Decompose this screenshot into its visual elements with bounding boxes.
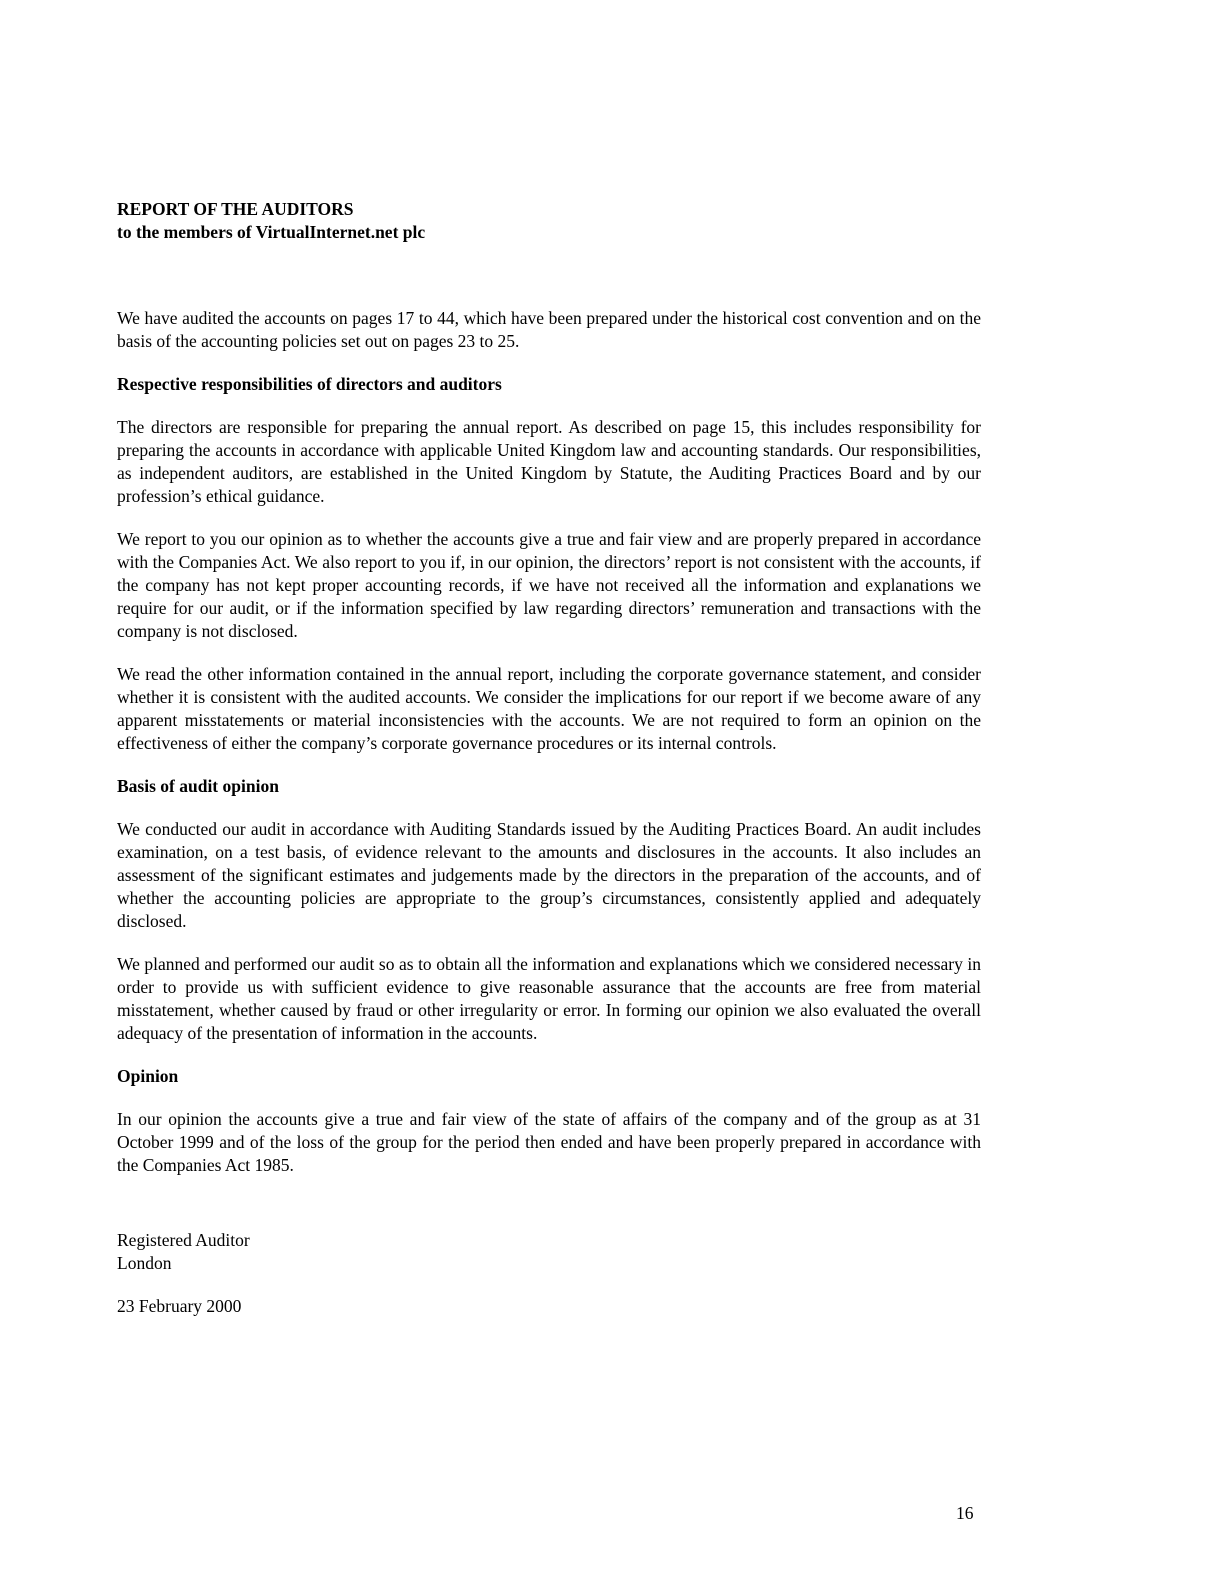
responsibilities-paragraph-3: We read the other information contained in the annual report, including the corporate governance statement, and consider whether it is consistent with the audited accounts. We consider the implications for our report if we become aware of any apparent misstatements or material inconsistencies with the accounts. We are not required to form an opinion on the effectiveness of either the company’s corporate governance procedures or its internal controls. [117, 664, 981, 753]
basis-paragraph-2: We planned and performed our audit so as to obtain all the information and explanations which we considered necessary in order to provide us with sufficient evidence to give reasonable assurance that the accounts are free from material misstatement, whether caused by fraud or other irregularity or error. In forming our opinion we also evaluated the overall adequacy of the presentation of information in the accounts. [117, 954, 981, 1043]
opinion-heading: Opinion [117, 1066, 179, 1086]
responsibilities-heading: Respective responsibilities of directors and auditors [117, 374, 502, 394]
signature-block [117, 1229, 981, 1318]
intro-paragraph: We have audited the accounts on pages 17 to 44, which have been prepared under the historical cost convention and on the basis of the accounting policies set out on pages 23 to 25. [117, 308, 981, 351]
page-number: 16 [956, 1503, 974, 1523]
report-subtitle: to the members of VirtualInternet.net plc [117, 222, 426, 242]
audit-report-page [117, 198, 981, 1318]
basis-paragraph-1: We conducted our audit in accordance with Auditing Standards issued by the Auditing Practices Board. An audit includes examination, on a test basis, of evidence relevant to the amounts and disclosures in the accounts. It also includes an assessment of the significant estimates and judgements made by the directors in the preparation of the accounts, and of whether the accounting policies are appropriate to the group’s circumstances, consistently applied and adequately disclosed. [117, 819, 981, 931]
signature-location: London [117, 1253, 172, 1273]
basis-heading: Basis of audit opinion [117, 776, 279, 796]
signature-role: Registered Auditor [117, 1230, 250, 1250]
responsibilities-paragraph-2: We report to you our opinion as to whether the accounts give a true and fair view and are properly prepared in accordance with the Companies Act. We also report to you if, in our opinion, the directors’ report is not consistent with the accounts, if the company has not kept proper accounting records, if we have not received all the information and explanations we require for our audit, or if the information specified by law regarding directors’ remuneration and transactions with the company is not disclosed. [117, 529, 981, 641]
responsibilities-paragraph-1: The directors are responsible for preparing the annual report. As described on page 15, this includes responsibility for preparing the accounts in accordance with applicable United Kingdom law and accounting standards. Our responsibilities, as independent auditors, are established in the United Kingdom by Statute, the Auditing Practices Board and by our profession’s ethical guidance. [117, 417, 981, 506]
opinion-paragraph: In our opinion the accounts give a true and fair view of the state of affairs of the company and of the group as at 31 October 1999 and of the loss of the group for the period then ended and have been properly prepared in accordance with the Companies Act 1985. [117, 1109, 981, 1175]
signature-date: 23 February 2000 [117, 1296, 242, 1316]
report-title: REPORT OF THE AUDITORS [117, 199, 354, 219]
